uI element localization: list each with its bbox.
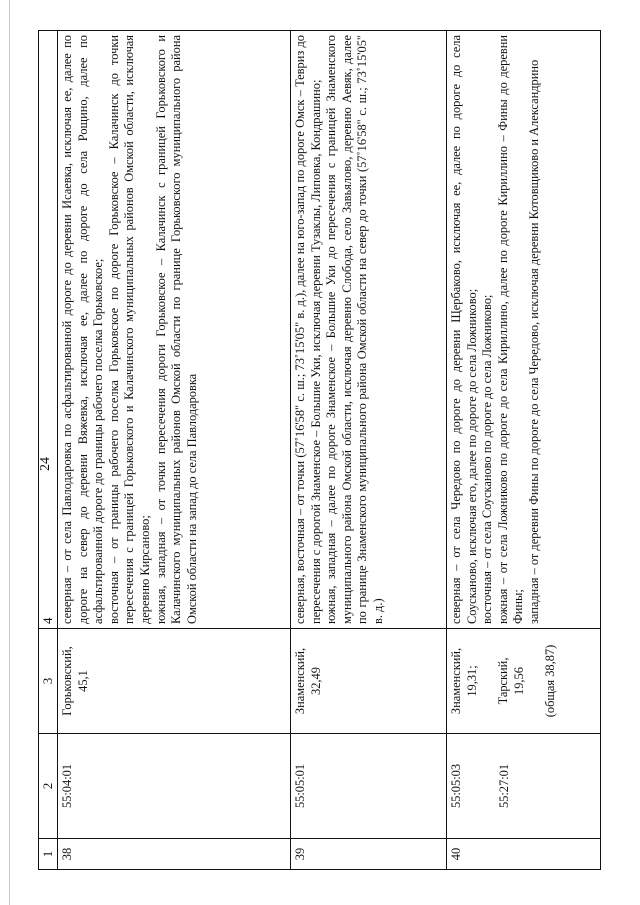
cadastral-code: 55:04:01: [60, 763, 74, 809]
cadastral-code: 55:05:01: [293, 763, 307, 809]
row-number: 40: [447, 839, 601, 870]
district-value: 19,56: [511, 667, 526, 695]
boundary-paragraph: северная – от села Чередово по дороге до деревни Щербаково, исключая ее, далее по дороге до села Соусканово, исключая его, далее по дороге до села Ложниково;: [449, 35, 479, 624]
boundary-paragraph: западная – от деревни Фины по дороге до села Чередово, исключая деревни Котовщиково и Александрино: [526, 59, 541, 624]
header-col-1: 1: [39, 839, 58, 870]
district-value: 32,49: [308, 667, 323, 695]
rotated-table-inner: [38, 30, 602, 870]
page-edge-line: [9, 0, 10, 905]
boundary-paragraph: северная, восточная – от точки (57˚16'58" с. ш.; 73˚15'05" в. д.), далее на юго-запад по дороге Омск – Тевриз до пересечения с дорогой Знаменское – Большие Уки, исключая деревни Тузаклы, Липовка, Кондрашино;: [293, 35, 323, 624]
table-row: [58, 31, 291, 870]
cadastral-codes: [291, 734, 447, 839]
boundary-description: [58, 31, 291, 629]
header-col-3: 3: [39, 629, 58, 734]
cadastral-code: 55:27:01: [496, 763, 511, 809]
boundary-paragraph: восточная – от села Соусканово по дороге до села Ложниково;: [480, 294, 495, 624]
cadastral-code: 55:05:03: [449, 763, 463, 809]
boundary-paragraph: южная, западная – далее по дороге Знаменское – Большие Уки до пересечения с границей Знаменского муниципального района Омской области, исключая деревню Слобода, село Завьялово, деревню Аевяк, далее по границе Знаменского муниципального района Омской области на север до точки (57˚16'58" с. ш.; 73˚15'05" в. д.): [324, 35, 385, 624]
district-area: [447, 629, 601, 734]
boundary-description: [291, 31, 447, 629]
spacer: [481, 738, 497, 834]
boundary-paragraph: южная, западная – от точки пересечения дороги Горьковское – Калачинск с границей Горьковского и Калачинского муниципальных районов Омской области по границе Горьковского муниципального района Омской области на запад до села Павлодаровка: [153, 35, 199, 624]
district-value: 19,31;: [464, 665, 479, 697]
boundary-paragraph: северная – от села Павлодаровка по асфальтированной дороге до деревни Исаевка, исключая ее, далее по дороге на север до деревни Вяжевка, исключая ее, далее по дороге до села Рощино, далее по асфальтированной дороге до границы рабочего поселка Горьковское;: [60, 35, 106, 624]
district-name: Знаменский,: [293, 647, 307, 715]
table-header-row: [39, 31, 58, 870]
boundary-paragraph: южная – от села Ложниково по дороге до села Кириллино, далее по дороге Кириллино – Фины до деревни Фины;: [495, 35, 526, 624]
table-row: [291, 31, 447, 870]
district-area: [291, 629, 447, 734]
district-total: (общая 38,87): [543, 644, 558, 718]
rotated-table-container: [38, 30, 602, 870]
district-value: 45,1: [75, 670, 90, 692]
spacer: [465, 738, 481, 834]
boundary-description: [447, 31, 601, 629]
districts-table: [38, 30, 601, 870]
header-col-2: 2: [39, 734, 58, 839]
cadastral-codes: [447, 734, 601, 839]
district-name: Горьковский,: [60, 646, 74, 716]
row-number: 38: [58, 839, 291, 870]
spacer: [480, 633, 496, 729]
spacer: [527, 633, 543, 729]
page-number: 24: [38, 457, 53, 471]
header-col-4: 4: [39, 31, 58, 629]
row-number: 39: [291, 839, 447, 870]
district-area: [58, 629, 291, 734]
district-name: Тарский,: [496, 657, 511, 705]
table-row: [447, 31, 601, 870]
cadastral-codes: [58, 734, 291, 839]
boundary-paragraph: восточная – от границы рабочего поселка Горьковское по дороге Горьковское – Калачинск до точки пересечения с границей Горьковского и Калачинского муниципальных районов Омской области, исключая деревню Кирсаново;: [106, 35, 152, 624]
district-name: Знаменский,: [449, 647, 463, 715]
